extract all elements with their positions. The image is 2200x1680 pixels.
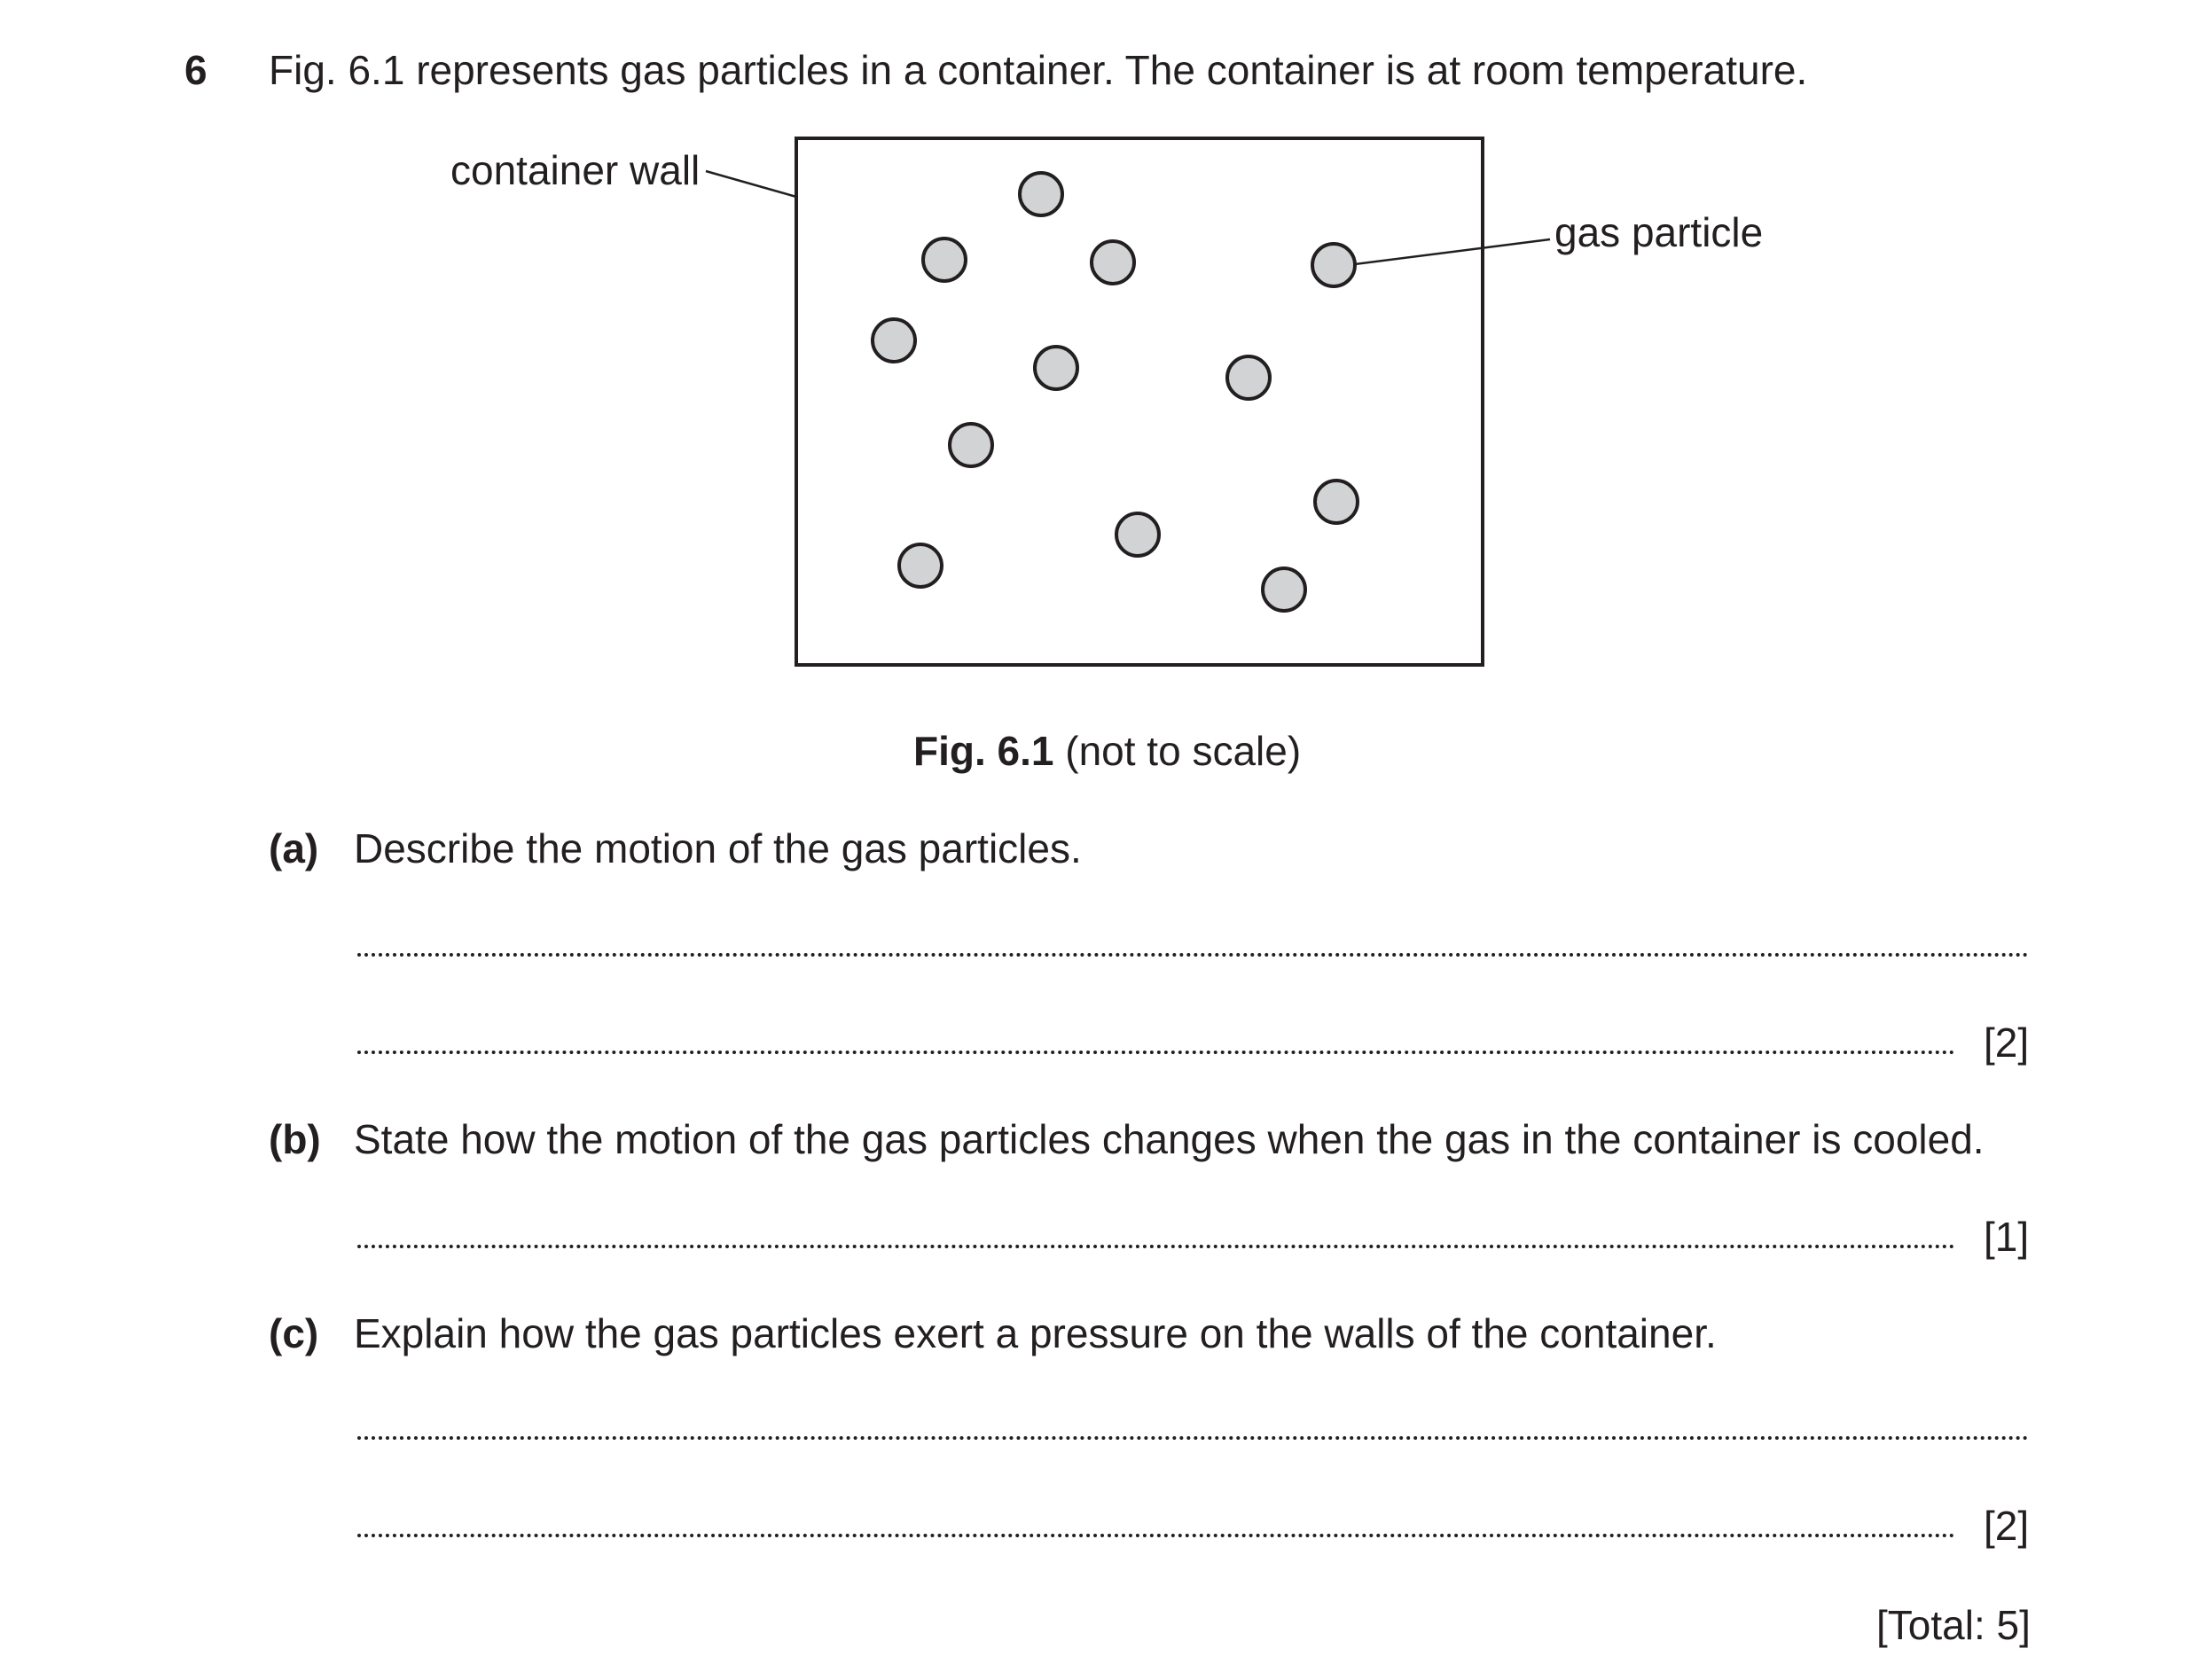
part-b-answer-line[interactable] [357, 1245, 1955, 1248]
part-a-text: Describe the motion of the gas particles. [354, 825, 1082, 871]
gas-particle [1312, 244, 1355, 286]
figure-caption-note: (not to scale) [1053, 728, 1302, 774]
gas-particle [1227, 356, 1270, 399]
part-c-marks: [2] [1984, 1503, 2030, 1549]
gas-particle [923, 238, 966, 281]
figure-caption-number: Fig. 6.1 [913, 728, 1054, 774]
container-wall-leader [706, 171, 796, 197]
label-container-wall: container wall [450, 147, 701, 193]
gas-particle [1092, 241, 1134, 284]
gas-particle [1263, 568, 1305, 611]
label-gas-particle: gas particle [1554, 209, 1764, 255]
gas-particle [950, 424, 992, 466]
particles [873, 173, 1358, 611]
gas-container-diagram [0, 0, 2200, 709]
part-c-text: Explain how the gas particles exert a pressure on the walls of the container. [354, 1310, 1717, 1356]
gas-particle [1315, 481, 1358, 523]
part-b-text: State how the motion of the gas particles changes when the gas in the container is cooled. [354, 1116, 1985, 1162]
part-b-label: (b) [269, 1116, 321, 1162]
container-wall [796, 138, 1483, 665]
gas-particle [1035, 347, 1077, 389]
part-a-label: (a) [269, 825, 319, 871]
part-a-marks: [2] [1984, 1020, 2030, 1066]
question-total: [Total: 5] [1876, 1602, 2031, 1648]
gas-particle [1020, 173, 1062, 215]
question-intro: Fig. 6.1 represents gas particles in a container. The container is at room temperature. [269, 47, 1808, 93]
part-c-answer-line-2[interactable] [357, 1534, 1955, 1537]
part-b-marks: [1] [1984, 1214, 2030, 1260]
figure-caption [913, 728, 1302, 774]
part-a-answer-line-2[interactable] [357, 1051, 1955, 1054]
gas-particle [899, 544, 942, 587]
part-c-label: (c) [269, 1310, 319, 1356]
gas-particle [873, 319, 915, 362]
gas-particle [1116, 513, 1159, 556]
gas-particle-leader [1348, 239, 1550, 265]
question-number: 6 [184, 47, 207, 93]
part-c-answer-line-1[interactable] [357, 1436, 2029, 1440]
part-a-answer-line-1[interactable] [357, 953, 2029, 957]
